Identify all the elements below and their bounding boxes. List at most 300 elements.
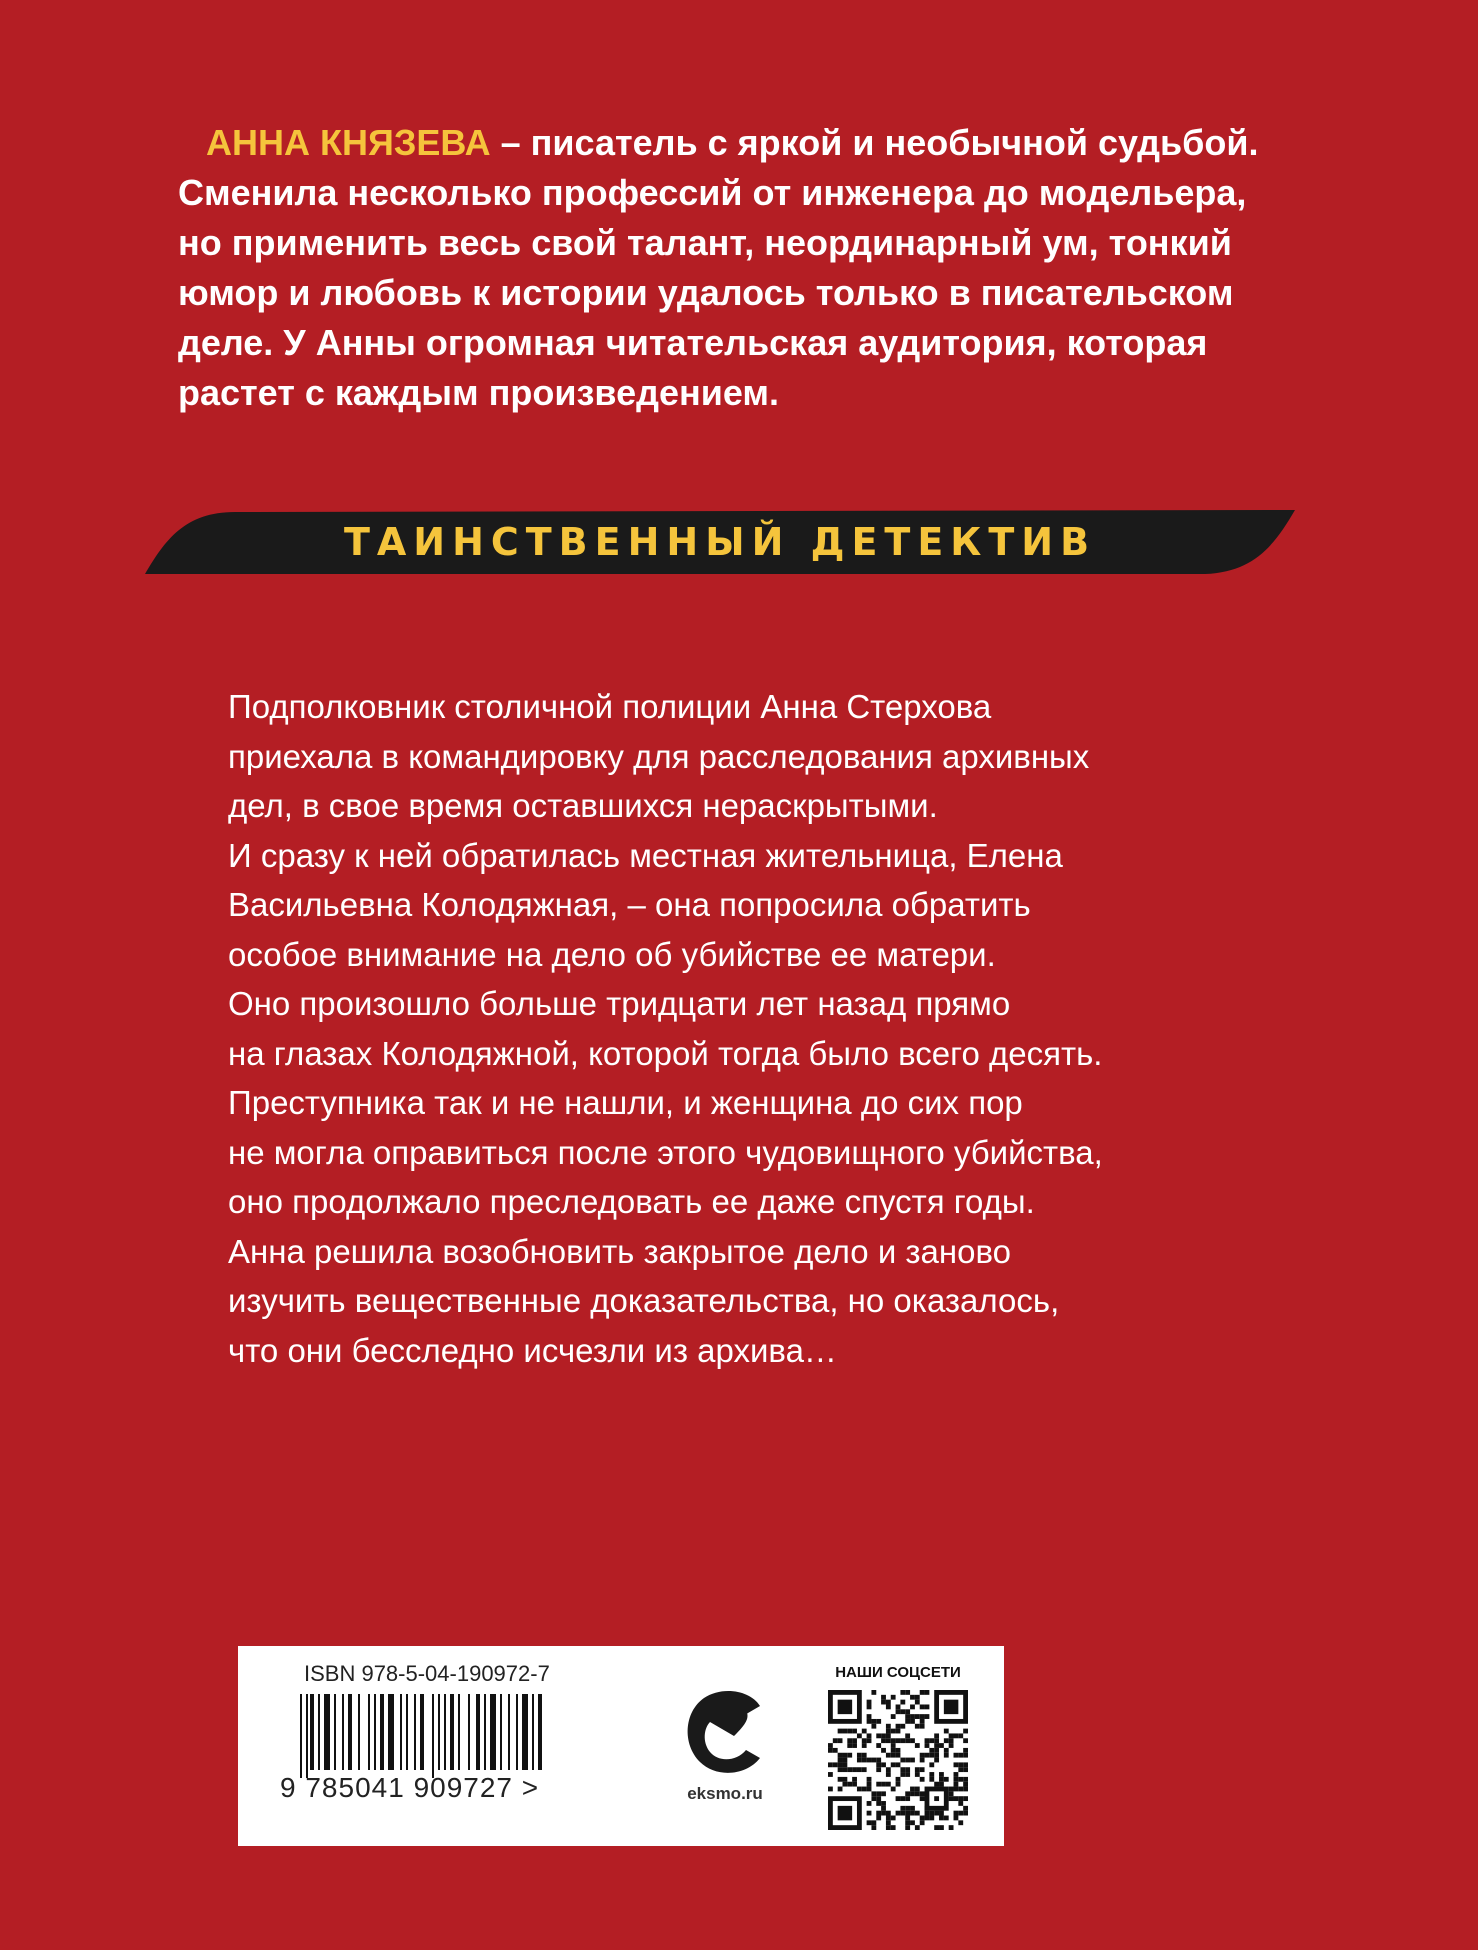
qr-module bbox=[900, 1767, 905, 1772]
qr-module bbox=[915, 1743, 920, 1748]
qr-module bbox=[881, 1762, 886, 1767]
qr-module bbox=[934, 1796, 939, 1801]
qr-module bbox=[871, 1825, 876, 1830]
qr-module bbox=[920, 1704, 925, 1709]
qr-module bbox=[867, 1777, 872, 1782]
barcode-panel bbox=[238, 1646, 1004, 1846]
qr-module bbox=[958, 1762, 963, 1767]
qr-module bbox=[963, 1729, 968, 1734]
synopsis-line: Анна решила возобновить закрытое дело и заново bbox=[228, 1232, 1011, 1270]
qr-module bbox=[958, 1820, 963, 1825]
qr-module bbox=[852, 1743, 857, 1748]
qr-module bbox=[838, 1738, 843, 1743]
qr-module bbox=[915, 1700, 920, 1705]
author-bio-line: но применить весь свой талант, неординарный ум, тонкий bbox=[178, 222, 1232, 263]
qr-module bbox=[905, 1767, 910, 1772]
qr-module bbox=[867, 1787, 872, 1792]
qr-module bbox=[838, 1767, 843, 1772]
qr-module bbox=[920, 1777, 925, 1782]
qr-module bbox=[910, 1758, 915, 1763]
qr-module bbox=[881, 1733, 886, 1738]
qr-module bbox=[896, 1811, 901, 1816]
qr-module bbox=[867, 1801, 872, 1806]
qr-module bbox=[949, 1787, 954, 1792]
qr-module bbox=[857, 1753, 862, 1758]
qr-module bbox=[905, 1811, 910, 1816]
qr-module bbox=[876, 1782, 881, 1787]
qr-module bbox=[862, 1743, 867, 1748]
qr-module bbox=[925, 1811, 930, 1816]
barcode-bar bbox=[310, 1694, 314, 1770]
synopsis-line: Васильевна Колодяжная, – она попросила обратить bbox=[228, 886, 1031, 923]
barcode-digits: 9 785041 909727 > bbox=[280, 1772, 540, 1803]
author-bio-line: деле. У Анны огромная читательская аудитория, которая bbox=[178, 322, 1208, 363]
qr-module bbox=[857, 1733, 862, 1738]
qr-module bbox=[876, 1743, 881, 1748]
qr-module bbox=[958, 1777, 963, 1782]
qr-module bbox=[842, 1782, 847, 1787]
qr-module bbox=[896, 1724, 901, 1729]
barcode-bar bbox=[508, 1694, 510, 1770]
qr-module bbox=[891, 1738, 896, 1743]
qr-module bbox=[896, 1753, 901, 1758]
qr-module bbox=[852, 1729, 857, 1734]
qr-module bbox=[963, 1796, 968, 1801]
qr-module bbox=[910, 1714, 915, 1719]
qr-module bbox=[910, 1787, 915, 1792]
qr-module bbox=[838, 1762, 843, 1767]
qr-module bbox=[958, 1811, 963, 1816]
qr-module bbox=[876, 1719, 881, 1724]
qr-module bbox=[934, 1733, 939, 1738]
qr-module bbox=[838, 1700, 852, 1714]
barcode-bar bbox=[358, 1694, 360, 1770]
qr-module bbox=[934, 1753, 939, 1758]
qr-module bbox=[871, 1690, 876, 1695]
qr-module bbox=[891, 1816, 896, 1821]
qr-module bbox=[862, 1729, 867, 1734]
qr-module bbox=[920, 1791, 925, 1796]
qr-module bbox=[847, 1729, 852, 1734]
qr-module bbox=[939, 1816, 944, 1821]
qr-module bbox=[881, 1806, 886, 1811]
qr-module bbox=[842, 1758, 847, 1763]
barcode-bar bbox=[468, 1694, 470, 1770]
qr-module bbox=[954, 1772, 959, 1777]
qr-code-icon[interactable] bbox=[828, 1690, 968, 1830]
qr-module bbox=[857, 1758, 862, 1763]
qr-module bbox=[925, 1738, 930, 1743]
qr-module bbox=[954, 1782, 959, 1787]
qr-module bbox=[886, 1704, 891, 1709]
qr-module bbox=[847, 1743, 852, 1748]
qr-module bbox=[886, 1767, 891, 1772]
qr-module bbox=[891, 1729, 896, 1734]
qr-module bbox=[842, 1729, 847, 1734]
qr-module bbox=[939, 1772, 944, 1777]
qr-module bbox=[920, 1753, 925, 1758]
qr-module bbox=[910, 1820, 915, 1825]
qr-module bbox=[862, 1787, 867, 1792]
qr-module bbox=[886, 1811, 891, 1816]
qr-module bbox=[905, 1690, 910, 1695]
qr-module bbox=[920, 1820, 925, 1825]
qr-module bbox=[862, 1767, 867, 1772]
qr-module bbox=[915, 1825, 920, 1830]
qr-module bbox=[833, 1748, 838, 1753]
qr-module bbox=[896, 1796, 901, 1801]
qr-module bbox=[920, 1690, 925, 1695]
qr-module bbox=[867, 1820, 872, 1825]
qr-module bbox=[954, 1816, 959, 1821]
qr-module bbox=[954, 1811, 959, 1816]
qr-module bbox=[954, 1796, 959, 1801]
qr-module bbox=[871, 1719, 876, 1724]
qr-module bbox=[905, 1796, 910, 1801]
qr-module bbox=[905, 1758, 910, 1763]
qr-module bbox=[896, 1777, 901, 1782]
qr-module bbox=[915, 1791, 920, 1796]
qr-module bbox=[876, 1796, 881, 1801]
barcode-bar bbox=[388, 1694, 394, 1770]
qr-module bbox=[958, 1733, 963, 1738]
barcode-bar bbox=[490, 1694, 496, 1770]
qr-module bbox=[905, 1709, 910, 1714]
qr-module bbox=[900, 1796, 905, 1801]
qr-module bbox=[867, 1782, 872, 1787]
qr-module bbox=[876, 1811, 881, 1816]
qr-module bbox=[910, 1791, 915, 1796]
synopsis-line: не могла оправиться после этого чудовищного убийства, bbox=[228, 1133, 1103, 1171]
genre-label: ТАИНСТВЕННЫЙ ДЕТЕКТИВ bbox=[343, 520, 1097, 564]
qr-module bbox=[905, 1791, 910, 1796]
qr-module bbox=[842, 1767, 847, 1772]
synopsis-line: особое внимание на дело об убийстве ее матери. bbox=[228, 935, 996, 973]
qr-module bbox=[925, 1704, 930, 1709]
barcode-bar bbox=[450, 1694, 454, 1770]
barcode-bar bbox=[400, 1694, 402, 1770]
qr-module bbox=[949, 1796, 954, 1801]
qr-module bbox=[920, 1724, 925, 1729]
barcode-bar bbox=[420, 1694, 424, 1770]
barcode-bar bbox=[406, 1694, 408, 1770]
qr-module bbox=[876, 1733, 881, 1738]
qr-module bbox=[963, 1787, 968, 1792]
barcode-bar bbox=[538, 1694, 542, 1770]
barcode-bar bbox=[516, 1694, 518, 1770]
barcode-bar bbox=[414, 1694, 416, 1770]
qr-module bbox=[910, 1719, 915, 1724]
qr-module bbox=[963, 1748, 968, 1753]
qr-module bbox=[871, 1724, 876, 1729]
qr-module bbox=[881, 1782, 886, 1787]
synopsis-line: Оно произошло больше тридцати лет назад прямо bbox=[228, 985, 1011, 1022]
qr-module bbox=[910, 1811, 915, 1816]
qr-module bbox=[828, 1787, 833, 1792]
synopsis-line: изучить вещественные доказательства, но оказалось, bbox=[228, 1282, 1060, 1319]
qr-module bbox=[896, 1782, 901, 1787]
qr-module bbox=[828, 1743, 833, 1748]
qr-module bbox=[886, 1820, 891, 1825]
qr-module bbox=[876, 1762, 881, 1767]
qr-module bbox=[847, 1767, 852, 1772]
qr-module bbox=[838, 1787, 843, 1792]
qr-module bbox=[886, 1733, 891, 1738]
qr-module bbox=[925, 1753, 930, 1758]
qr-module bbox=[963, 1767, 968, 1772]
qr-module bbox=[838, 1777, 843, 1782]
qr-module bbox=[876, 1767, 881, 1772]
author-bio-line-1: АННА КНЯЗЕВА – писатель с яркой и необычной судьбой. bbox=[206, 122, 1259, 163]
qr-module bbox=[867, 1704, 872, 1709]
qr-module bbox=[852, 1777, 857, 1782]
qr-module bbox=[920, 1758, 925, 1763]
qr-module bbox=[862, 1738, 867, 1743]
qr-module bbox=[871, 1791, 876, 1796]
qr-module bbox=[838, 1758, 843, 1763]
qr-module bbox=[934, 1743, 939, 1748]
qr-module bbox=[963, 1782, 968, 1787]
qr-module bbox=[891, 1825, 896, 1830]
qr-module bbox=[876, 1791, 881, 1796]
qr-module bbox=[862, 1753, 867, 1758]
qr-module bbox=[949, 1738, 954, 1743]
qr-module bbox=[929, 1748, 934, 1753]
qr-module bbox=[958, 1801, 963, 1806]
qr-module bbox=[891, 1762, 896, 1767]
qr-module bbox=[963, 1753, 968, 1758]
qr-module bbox=[944, 1816, 949, 1821]
qr-module bbox=[900, 1709, 905, 1714]
qr-module bbox=[925, 1816, 930, 1821]
barcode-bar bbox=[380, 1694, 384, 1770]
qr-module bbox=[939, 1777, 944, 1782]
qr-module bbox=[920, 1719, 925, 1724]
author-bio bbox=[178, 118, 1358, 418]
qr-module bbox=[881, 1738, 886, 1743]
qr-module bbox=[920, 1816, 925, 1821]
synopsis-line: приехала в командировку для расследования архивных bbox=[228, 737, 1090, 775]
qr-module bbox=[896, 1748, 901, 1753]
qr-module bbox=[838, 1753, 843, 1758]
isbn-text: ISBN 978-5-04-190972-7 bbox=[304, 1661, 550, 1686]
qr-module bbox=[886, 1729, 891, 1734]
qr-module bbox=[954, 1762, 959, 1767]
qr-module bbox=[862, 1758, 867, 1763]
qr-module bbox=[949, 1825, 954, 1830]
qr-module bbox=[944, 1729, 949, 1734]
qr-module bbox=[857, 1787, 862, 1792]
qr-module bbox=[939, 1825, 944, 1830]
qr-module bbox=[900, 1758, 905, 1763]
qr-module bbox=[920, 1714, 925, 1719]
barcode-bar bbox=[348, 1694, 352, 1770]
barcode-bar bbox=[432, 1694, 434, 1778]
barcode-bar bbox=[374, 1694, 376, 1770]
qr-module bbox=[867, 1758, 872, 1763]
qr-module bbox=[847, 1753, 852, 1758]
qr-module bbox=[852, 1782, 857, 1787]
qr-module bbox=[881, 1791, 886, 1796]
qr-module bbox=[842, 1753, 847, 1758]
qr-module bbox=[920, 1767, 925, 1772]
qr-module bbox=[905, 1772, 910, 1777]
qr-module bbox=[949, 1791, 954, 1796]
qr-module bbox=[910, 1738, 915, 1743]
qr-module bbox=[852, 1738, 857, 1743]
qr-module bbox=[905, 1806, 910, 1811]
qr-module bbox=[838, 1729, 843, 1734]
qr-module bbox=[842, 1762, 847, 1767]
qr-module bbox=[847, 1782, 852, 1787]
qr-module bbox=[905, 1714, 910, 1719]
qr-module bbox=[828, 1772, 833, 1777]
qr-module bbox=[838, 1806, 852, 1820]
qr-module bbox=[847, 1738, 852, 1743]
qr-module bbox=[867, 1738, 872, 1743]
qr-module bbox=[910, 1695, 915, 1700]
qr-module bbox=[958, 1753, 963, 1758]
qr-module bbox=[891, 1743, 896, 1748]
qr-module bbox=[905, 1820, 910, 1825]
qr-module bbox=[929, 1762, 934, 1767]
qr-module bbox=[925, 1743, 930, 1748]
qr-module bbox=[886, 1782, 891, 1787]
barcode-bar bbox=[484, 1694, 486, 1770]
qr-module bbox=[934, 1782, 939, 1787]
barcode-bar bbox=[458, 1694, 460, 1770]
qr-module bbox=[949, 1733, 954, 1738]
qr-module bbox=[915, 1724, 920, 1729]
qr-module bbox=[905, 1825, 910, 1830]
qr-module bbox=[828, 1762, 833, 1767]
qr-module bbox=[900, 1811, 905, 1816]
qr-module bbox=[934, 1748, 939, 1753]
qr-module bbox=[876, 1816, 881, 1821]
qr-module bbox=[929, 1811, 934, 1816]
qr-module bbox=[920, 1796, 925, 1801]
barcode-bar bbox=[324, 1694, 330, 1770]
qr-module bbox=[871, 1758, 876, 1763]
barcode-bar bbox=[300, 1694, 302, 1778]
qr-module bbox=[929, 1753, 934, 1758]
qr-module bbox=[886, 1738, 891, 1743]
barcode-bar bbox=[306, 1694, 308, 1778]
synopsis-line: Подполковник столичной полиции Анна Стерхова bbox=[228, 688, 992, 725]
qr-module bbox=[886, 1753, 891, 1758]
qr-module bbox=[934, 1811, 939, 1816]
synopsis-line: И сразу к ней обратилась местная жительница, Елена bbox=[228, 836, 1063, 874]
qr-module bbox=[833, 1738, 838, 1743]
qr-module bbox=[905, 1816, 910, 1821]
qr-module bbox=[929, 1738, 934, 1743]
qr-module bbox=[929, 1777, 934, 1782]
qr-module bbox=[891, 1753, 896, 1758]
qr-module bbox=[944, 1753, 949, 1758]
qr-module bbox=[963, 1738, 968, 1743]
qr-module bbox=[925, 1714, 930, 1719]
qr-module bbox=[910, 1704, 915, 1709]
author-bio-line: Сменила несколько профессий от инженера до модельера, bbox=[178, 172, 1247, 213]
qr-module bbox=[867, 1719, 872, 1724]
qr-module bbox=[881, 1801, 886, 1806]
qr-module bbox=[929, 1772, 934, 1777]
qr-module bbox=[900, 1724, 905, 1729]
qr-module bbox=[915, 1772, 920, 1777]
qr-module bbox=[900, 1772, 905, 1777]
qr-module bbox=[939, 1782, 944, 1787]
qr-module bbox=[900, 1806, 905, 1811]
author-bio-line: растет с каждым произведением. bbox=[178, 372, 780, 413]
qr-module bbox=[934, 1758, 939, 1763]
qr-module bbox=[891, 1714, 896, 1719]
qr-module bbox=[900, 1738, 905, 1743]
author-name: АННА КНЯЗЕВА bbox=[206, 122, 491, 163]
barcode-icon bbox=[300, 1694, 544, 1778]
qr-module bbox=[881, 1748, 886, 1753]
qr-module bbox=[857, 1767, 862, 1772]
qr-module bbox=[954, 1777, 959, 1782]
qr-module bbox=[891, 1695, 896, 1700]
barcode-bar bbox=[444, 1694, 446, 1770]
synopsis-line: что они бесследно исчезли из архива… bbox=[228, 1331, 837, 1369]
qr-module bbox=[944, 1748, 949, 1753]
qr-module bbox=[891, 1748, 896, 1753]
qr-module bbox=[963, 1762, 968, 1767]
synopsis-line: оно продолжало преследовать ее даже спустя годы. bbox=[228, 1183, 1035, 1220]
genre-banner bbox=[145, 510, 1295, 574]
qr-module bbox=[867, 1811, 872, 1816]
qr-module bbox=[915, 1787, 920, 1792]
qr-module bbox=[867, 1714, 872, 1719]
qr-module bbox=[944, 1700, 958, 1714]
qr-module bbox=[954, 1753, 959, 1758]
synopsis-line: Преступника так и не нашли, и женщина до сих пор bbox=[228, 1084, 1023, 1121]
synopsis bbox=[228, 682, 1358, 1375]
qr-module bbox=[886, 1700, 891, 1705]
qr-module bbox=[905, 1733, 910, 1738]
qr-module bbox=[886, 1816, 891, 1821]
qr-module bbox=[896, 1738, 901, 1743]
qr-module bbox=[867, 1733, 872, 1738]
qr-module bbox=[958, 1796, 963, 1801]
qr-module bbox=[881, 1695, 886, 1700]
qr-module bbox=[871, 1820, 876, 1825]
qr-module bbox=[963, 1811, 968, 1816]
qr-module bbox=[828, 1748, 833, 1753]
barcode-bar bbox=[368, 1694, 370, 1770]
qr-module bbox=[881, 1700, 886, 1705]
author-bio-line: юмор и любовь к истории удалось только в писательском bbox=[178, 272, 1234, 313]
qr-module bbox=[891, 1787, 896, 1792]
qr-module bbox=[915, 1695, 920, 1700]
qr-module bbox=[876, 1758, 881, 1763]
publisher-site[interactable]: eksmo.ru bbox=[687, 1784, 763, 1803]
qr-module bbox=[833, 1762, 838, 1767]
qr-module bbox=[934, 1825, 939, 1830]
barcode-bar bbox=[522, 1694, 528, 1770]
qr-module bbox=[910, 1806, 915, 1811]
qr-module bbox=[915, 1767, 920, 1772]
qr-module bbox=[963, 1777, 968, 1782]
qr-module bbox=[886, 1772, 891, 1777]
qr-module bbox=[915, 1714, 920, 1719]
qr-module bbox=[896, 1709, 901, 1714]
qr-module bbox=[958, 1787, 963, 1792]
qr-module bbox=[915, 1811, 920, 1816]
qr-title: НАШИ СОЦСЕТИ bbox=[835, 1664, 961, 1681]
qr-module bbox=[958, 1767, 963, 1772]
